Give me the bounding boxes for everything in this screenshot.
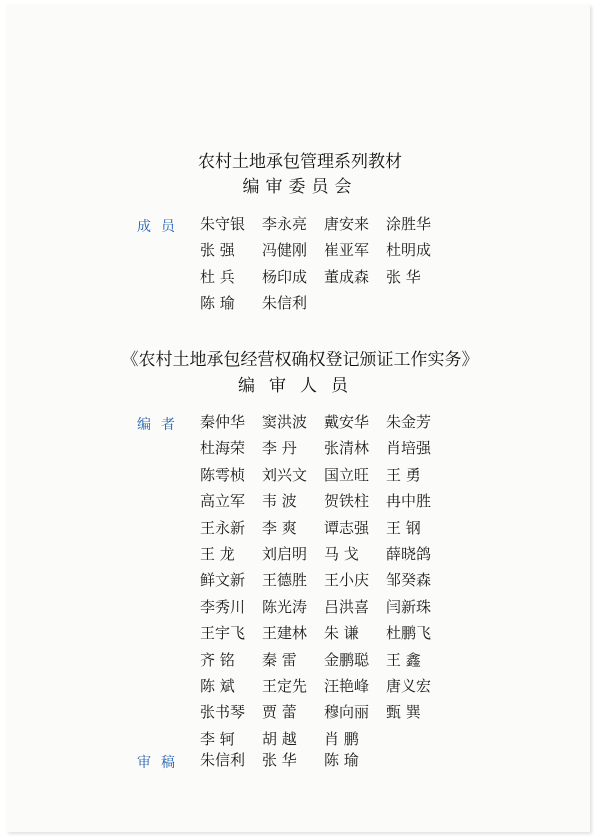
reviewers-list <box>200 747 470 773</box>
member-name: 张 强 <box>200 241 235 260</box>
editor-name: 朱金芳 <box>386 413 432 431</box>
book-subtitle: 编审人员 <box>238 376 362 396</box>
editor-name: 贺铁柱 <box>324 492 370 511</box>
editor-name: 王定先 <box>262 676 308 695</box>
members-list <box>200 211 470 317</box>
editor-name: 贾 蕾 <box>262 703 297 722</box>
editor-name: 王宇飞 <box>200 624 246 643</box>
editor-name: 国立旺 <box>324 465 370 484</box>
editor-name: 冉中胜 <box>386 492 432 511</box>
member-name: 崔亚军 <box>324 241 370 260</box>
editor-name: 王 钢 <box>386 518 421 537</box>
editor-name: 穆向丽 <box>324 703 370 722</box>
members-label: 成员 <box>137 219 185 235</box>
editor-name: 齐 铭 <box>200 650 235 669</box>
editor-name: 王 勇 <box>386 465 421 484</box>
committee-subtitle: 编审委员会 <box>242 177 358 197</box>
editor-name: 汪艳峰 <box>324 676 370 695</box>
member-name: 唐安来 <box>324 215 370 233</box>
series-title: 农村土地承包管理系列教材 <box>198 152 402 172</box>
member-name: 冯健刚 <box>262 241 308 260</box>
editor-name: 王德胜 <box>262 571 308 590</box>
editor-name: 肖 鹏 <box>324 729 359 748</box>
editor-name: 甄 巽 <box>386 703 421 722</box>
editor-name: 王 鑫 <box>386 650 421 669</box>
editor-name: 李 丹 <box>262 439 297 458</box>
editor-name: 王小庆 <box>324 571 370 590</box>
editor-name: 马 戈 <box>324 544 359 563</box>
editor-name: 高立军 <box>200 492 246 511</box>
editor-name: 刘兴文 <box>262 465 308 484</box>
editor-name: 张清林 <box>324 439 370 458</box>
editor-name: 鲜文新 <box>200 571 246 590</box>
editor-name: 李 轲 <box>200 729 235 748</box>
member-name: 李永亮 <box>262 215 308 233</box>
editor-name: 金鹏聪 <box>324 650 370 669</box>
member-name: 涂胜华 <box>386 215 432 233</box>
member-name: 陈 瑜 <box>200 294 235 313</box>
editor-name: 谭志强 <box>324 518 370 537</box>
editor-name: 秦仲华 <box>200 413 246 431</box>
editor-name: 刘启明 <box>262 544 308 563</box>
editor-name: 邹癸森 <box>386 571 432 590</box>
editor-name: 窦洪波 <box>262 413 308 431</box>
member-name: 朱信利 <box>262 294 308 313</box>
member-name: 杨印成 <box>262 267 308 286</box>
editor-name: 戴安华 <box>324 413 370 431</box>
member-name: 杜 兵 <box>200 267 235 286</box>
editor-name: 杜海荣 <box>200 439 246 458</box>
reviewers-label: 审稿 <box>137 755 185 771</box>
member-name: 董成森 <box>324 267 370 286</box>
reviewer-name: 张 华 <box>262 751 297 769</box>
editor-name: 唐义宏 <box>386 676 432 695</box>
editor-name: 韦 波 <box>262 492 297 511</box>
editor-name: 王 龙 <box>200 544 235 563</box>
book-title: 《农村土地承包经营权确权登记颁证工作实务》 <box>121 350 479 370</box>
editors-list <box>200 409 470 752</box>
editor-name: 杜鹏飞 <box>386 624 432 643</box>
editor-name: 肖培强 <box>386 439 432 458</box>
editor-name: 王建林 <box>262 624 308 643</box>
editor-name: 陈雩桢 <box>200 465 246 484</box>
editor-name: 薛晓鸽 <box>386 544 432 563</box>
editor-name: 王永新 <box>200 518 246 537</box>
member-name: 杜明成 <box>386 241 432 260</box>
editor-name: 胡 越 <box>262 729 297 748</box>
editor-name: 陈光涛 <box>262 597 308 616</box>
editor-name: 闫新珠 <box>386 597 432 616</box>
editor-name: 张书琴 <box>200 703 246 722</box>
member-name: 朱守银 <box>200 215 246 233</box>
editor-name: 李 爽 <box>262 518 297 537</box>
editor-name: 李秀川 <box>200 597 246 616</box>
member-name: 张 华 <box>386 267 421 286</box>
editor-name: 秦 雷 <box>262 650 297 669</box>
editor-name: 吕洪喜 <box>324 597 370 616</box>
editor-name: 陈 斌 <box>200 676 235 695</box>
editors-label: 编者 <box>137 417 185 433</box>
reviewer-name: 朱信利 <box>200 751 246 769</box>
editor-name: 朱 谦 <box>324 624 359 643</box>
reviewer-name: 陈 瑜 <box>324 751 359 769</box>
